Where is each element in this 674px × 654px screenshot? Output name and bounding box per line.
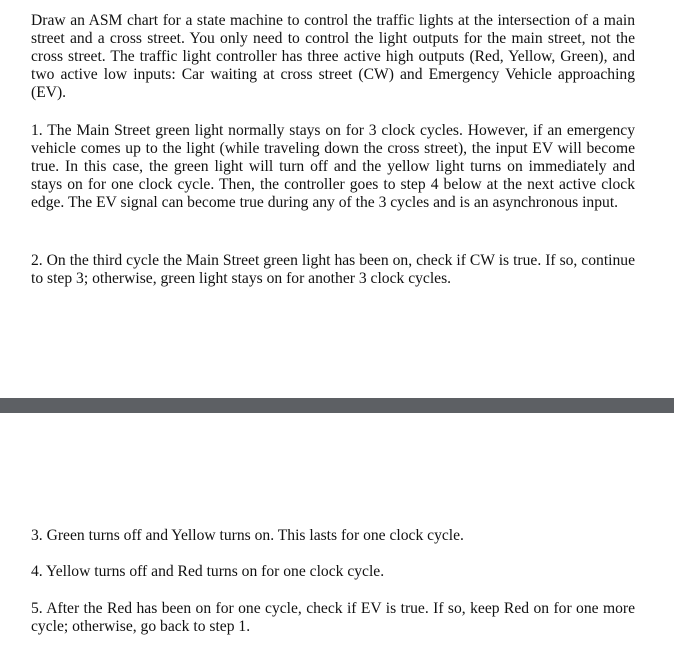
- step-5-paragraph: 5. After the Red has been on for one cycle, check if EV is true. If so, keep Red on for one more cycle; otherwise, go back to step 1.: [31, 600, 635, 635]
- step-4-paragraph: 4. Yellow turns off and Red turns on for one clock cycle.: [31, 563, 385, 580]
- step-3-paragraph: 3. Green turns off and Yellow turns on. This lasts for one clock cycle.: [31, 527, 464, 544]
- intro-paragraph: Draw an ASM chart for a state machine to control the traffic lights at the intersection of a main street and a cross street. You only need to control the light outputs for the main street, not the cross street. The traffic light controller has three active high outputs (Red, Yellow, Green), and two active low inputs: Car waiting at cross street (CW) and Emergency Vehicle approaching (EV).: [31, 12, 635, 101]
- page-separator-bar: [0, 398, 674, 413]
- step-1-paragraph: 1. The Main Street green light normally stays on for 3 clock cycles. However, if an emergency vehicle comes up to the light (while traveling down the cross street), the input EV will become true. In this case, the green light will turn off and the yellow light turns on immediately and stays on for one clock cycle. Then, the controller goes to step 4 below at the next active clock edge. The EV signal can become true during any of the 3 cycles and is an asynchronous input.: [31, 122, 635, 211]
- document-page-bottom: [0, 413, 674, 654]
- step-2-paragraph: 2. On the third cycle the Main Street green light has been on, check if CW is true. If so, continue to step 3; otherwise, green light stays on for another 3 clock cycles.: [31, 252, 635, 287]
